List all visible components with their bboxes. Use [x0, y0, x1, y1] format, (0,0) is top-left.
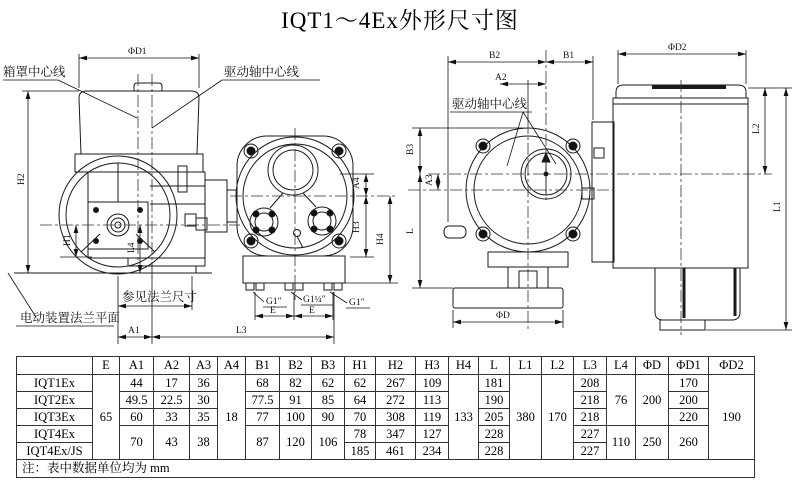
cell: 267 [376, 375, 416, 392]
cell-L4: 76 [607, 375, 636, 426]
col-header: H4 [449, 357, 479, 375]
cell: 461 [376, 443, 416, 460]
dim-l1: L1 [773, 201, 783, 212]
cell: 170 [669, 375, 709, 392]
col-header: A4 [218, 357, 246, 375]
drive-shaft-centerline-label-left: 驱动轴中心线 [224, 65, 300, 79]
col-header: A1 [120, 357, 154, 375]
cable-entry-boss-left [250, 208, 278, 236]
col-header: B3 [312, 357, 345, 375]
model-cell: IQT1Ex [17, 375, 93, 392]
table-row [17, 375, 755, 392]
cell: 17 [154, 375, 190, 392]
cell-L1: 380 [510, 375, 542, 460]
dim-e-left: E [270, 306, 276, 316]
model-cell: IQT3Ex [17, 409, 93, 426]
cell-A4: 18 [218, 375, 246, 460]
dim-l3: L3 [236, 326, 247, 336]
table-note-row [17, 460, 755, 478]
cell: 120 [280, 426, 312, 460]
cell: 260 [669, 426, 709, 460]
indicator-window [268, 145, 318, 195]
cell: 62 [312, 375, 345, 392]
col-header: A3 [190, 357, 218, 375]
base-plate [453, 288, 563, 308]
cell: 38 [190, 426, 218, 460]
cell: 200 [669, 392, 709, 409]
col-header: ΦD1 [669, 357, 709, 375]
cell: 220 [669, 409, 709, 426]
cell: 181 [479, 375, 510, 392]
cell: 127 [416, 426, 449, 443]
col-header: L3 [574, 357, 607, 375]
dim-a1: A1 [128, 326, 140, 336]
cell: 190 [479, 392, 510, 409]
motor [613, 85, 748, 268]
dim-g1-quarter: G1¼″ [303, 295, 326, 305]
cell: 228 [479, 426, 510, 443]
dim-a2: A2 [495, 73, 507, 83]
cell: 70 [120, 426, 154, 460]
right-view [444, 85, 748, 330]
cell: 109 [416, 375, 449, 392]
col-header: H2 [376, 357, 416, 375]
model-cell: IQT4Ex [17, 426, 93, 443]
cell-L2: 170 [542, 375, 574, 460]
dim-phid1: ΦD1 [128, 47, 147, 57]
cell: 44 [120, 375, 154, 392]
model-cell: IQT4Ex/JS [17, 443, 93, 460]
dimensions-left [3, 54, 398, 344]
cell: 78 [345, 426, 376, 443]
col-header: L4 [607, 357, 636, 375]
cell-PD: 200 [636, 375, 669, 426]
cell: 91 [280, 392, 312, 409]
col-header: B1 [246, 357, 280, 375]
page-title: IQT1～4Ex外形尺寸图 [281, 8, 519, 33]
col-header: L1 [510, 357, 542, 375]
hand-pin [444, 226, 466, 238]
dim-a4: A4 [352, 177, 362, 189]
table-note: 注：表中数据单位均为 mm [17, 460, 755, 478]
cell: 90 [312, 409, 345, 426]
cell: 100 [280, 409, 312, 426]
drive-shaft-centerline-label-right: 驱动轴中心线 [452, 97, 528, 111]
cell: 228 [479, 443, 510, 460]
cell: 22.5 [154, 392, 190, 409]
cell: 49.5 [120, 392, 154, 409]
cell: 308 [376, 409, 416, 426]
cell: 87 [246, 426, 280, 460]
cell: 43 [154, 426, 190, 460]
cell: 35 [190, 409, 218, 426]
dim-g1-right: G1″ [349, 298, 365, 308]
box-cover [79, 91, 199, 154]
cell: 234 [416, 443, 449, 460]
col-header: ΦD [636, 357, 669, 375]
cell: 85 [312, 392, 345, 409]
dimension-table [16, 356, 755, 478]
col-header: L2 [542, 357, 574, 375]
col-header: B2 [280, 357, 312, 375]
cell: 205 [479, 409, 510, 426]
cell: 110 [607, 426, 636, 460]
table-header-row [17, 357, 755, 375]
cell: 185 [345, 443, 376, 460]
cell: 119 [416, 409, 449, 426]
dim-a3: A3 [425, 174, 435, 186]
dim-l4: L4 [127, 242, 137, 253]
cell-PD2: 190 [709, 375, 755, 460]
col-header: H1 [345, 357, 376, 375]
dim-b2: B2 [489, 51, 501, 61]
cell-E: 65 [93, 375, 120, 460]
cable-entry-boss-right [308, 207, 336, 235]
dim-b1: B1 [563, 51, 575, 61]
cell: 68 [246, 375, 280, 392]
dim-phid2: ΦD2 [668, 43, 687, 53]
cell: 227 [574, 426, 607, 443]
col-header-model [17, 357, 93, 375]
model-cell: IQT2Ex [17, 392, 93, 409]
handwheel [59, 156, 177, 274]
mounting-flange [592, 122, 614, 262]
cell: 70 [345, 409, 376, 426]
flange-plane-label: 电动装置法兰平面 [20, 311, 121, 325]
dim-h4: H4 [376, 233, 386, 245]
conduit-stubs [246, 283, 342, 290]
cell: 62 [345, 375, 376, 392]
cell: 77 [246, 409, 280, 426]
cell: 250 [636, 426, 669, 460]
cell: 60 [120, 409, 154, 426]
cell: 64 [345, 392, 376, 409]
col-header: A2 [154, 357, 190, 375]
cell: 106 [312, 426, 345, 460]
cell: 218 [574, 392, 607, 409]
cell-H4: 133 [449, 375, 479, 460]
dim-h1: H1 [63, 234, 73, 246]
cell: 208 [574, 375, 607, 392]
dim-l: L [406, 228, 416, 234]
col-header: ΦD2 [709, 357, 755, 375]
dim-h3: H3 [352, 221, 362, 233]
cell: 82 [280, 375, 312, 392]
dim-e-right: E [309, 306, 315, 316]
cell: 36 [190, 375, 218, 392]
cell: 33 [154, 409, 190, 426]
see-flange-label: 参见法兰尺寸 [122, 290, 198, 304]
col-header: E [93, 357, 120, 375]
col-header: L [479, 357, 510, 375]
cell: 272 [376, 392, 416, 409]
left-side-view [14, 83, 237, 274]
cell: 77.5 [246, 392, 280, 409]
cell: 227 [574, 443, 607, 460]
cell: 30 [190, 392, 218, 409]
col-header: H3 [416, 357, 449, 375]
cell: 218 [574, 409, 607, 426]
dim-phid: ΦD [496, 311, 510, 321]
box-cover-centerline-label: 箱罩中心线 [3, 65, 66, 79]
table-row [17, 426, 755, 443]
dim-l2: L2 [752, 123, 762, 134]
dim-b3: B3 [406, 143, 416, 155]
cell: 347 [376, 426, 416, 443]
dim-g1-left: G1″ [266, 297, 282, 307]
dim-h2: H2 [17, 173, 27, 185]
cell: 113 [416, 392, 449, 409]
terminal-box [655, 268, 740, 330]
